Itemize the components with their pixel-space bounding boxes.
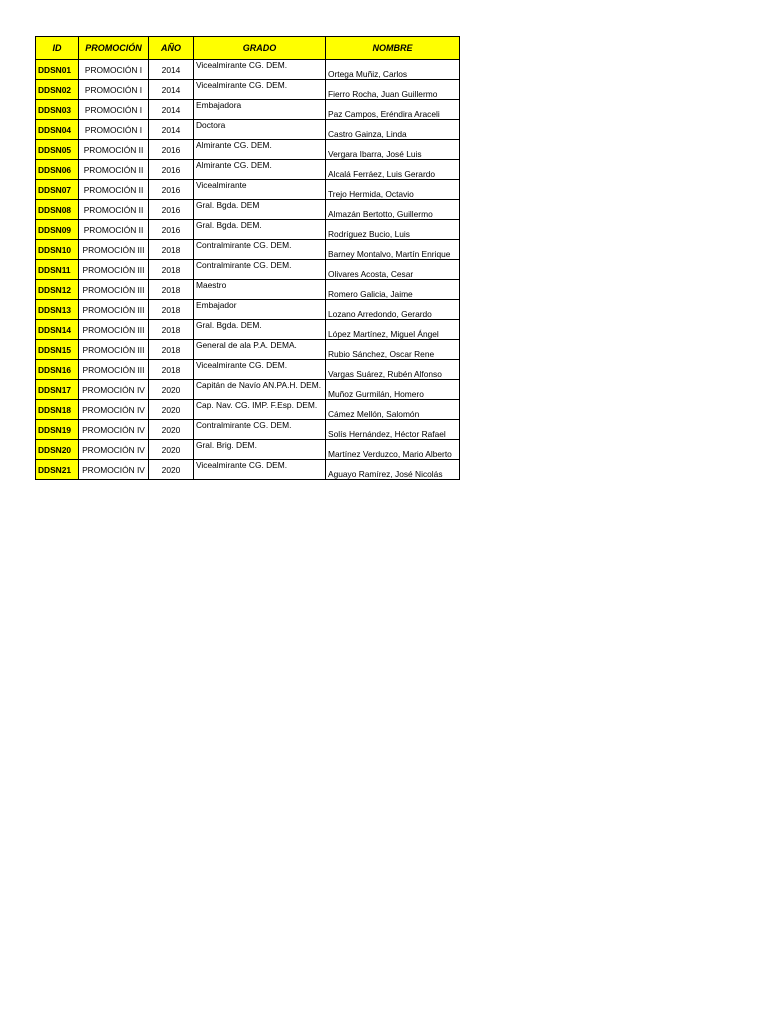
cell-id: DDSN05 bbox=[36, 140, 79, 160]
cell-promocion: PROMOCIÓN II bbox=[79, 180, 149, 200]
table-row bbox=[36, 400, 460, 420]
cell-nombre: Fierro Rocha, Juan Guillermo bbox=[326, 80, 460, 100]
cell-anio: 2018 bbox=[149, 360, 194, 380]
cell-nombre: Almazán Bertotto, Guillermo bbox=[326, 200, 460, 220]
cell-nombre: Castro Gainza, Linda bbox=[326, 120, 460, 140]
cell-nombre: López Martínez, Miguel Ángel bbox=[326, 320, 460, 340]
cell-grado: Embajadora bbox=[194, 100, 326, 120]
cell-promocion: PROMOCIÓN III bbox=[79, 280, 149, 300]
cell-anio: 2018 bbox=[149, 260, 194, 280]
cell-promocion: PROMOCIÓN IV bbox=[79, 460, 149, 480]
table-row bbox=[36, 360, 460, 380]
cell-promocion: PROMOCIÓN III bbox=[79, 360, 149, 380]
cell-nombre: Rubio Sánchez, Oscar Rene bbox=[326, 340, 460, 360]
cell-id: DDSN08 bbox=[36, 200, 79, 220]
cell-grado: Contralmirante CG. DEM. bbox=[194, 240, 326, 260]
cell-id: DDSN18 bbox=[36, 400, 79, 420]
cell-id: DDSN16 bbox=[36, 360, 79, 380]
cell-id: DDSN17 bbox=[36, 380, 79, 400]
cell-id: DDSN11 bbox=[36, 260, 79, 280]
cell-promocion: PROMOCIÓN III bbox=[79, 260, 149, 280]
cell-promocion: PROMOCIÓN IV bbox=[79, 400, 149, 420]
cell-nombre: Trejo Hermida, Octavio bbox=[326, 180, 460, 200]
cell-id: DDSN03 bbox=[36, 100, 79, 120]
cell-id: DDSN20 bbox=[36, 440, 79, 460]
cell-nombre: Romero Galicia, Jaime bbox=[326, 280, 460, 300]
cell-grado: Gral. Bgda. DEM. bbox=[194, 320, 326, 340]
cell-promocion: PROMOCIÓN I bbox=[79, 120, 149, 140]
cell-id: DDSN10 bbox=[36, 240, 79, 260]
cell-nombre: Rodríguez Bucio, Luis bbox=[326, 220, 460, 240]
cell-anio: 2018 bbox=[149, 300, 194, 320]
cell-anio: 2016 bbox=[149, 220, 194, 240]
header-grado: GRADO bbox=[194, 37, 326, 60]
cell-promocion: PROMOCIÓN III bbox=[79, 340, 149, 360]
cell-grado: Contralmirante CG. DEM. bbox=[194, 260, 326, 280]
cell-promocion: PROMOCIÓN III bbox=[79, 240, 149, 260]
cell-anio: 2020 bbox=[149, 380, 194, 400]
cell-grado: Capitán de Navío AN.PA.H. DEM. bbox=[194, 380, 326, 400]
table-row bbox=[36, 440, 460, 460]
cell-anio: 2018 bbox=[149, 340, 194, 360]
cell-nombre: Martínez Verduzco, Mario Alberto bbox=[326, 440, 460, 460]
cell-grado: Vicealmirante CG. DEM. bbox=[194, 360, 326, 380]
cell-grado: Maestro bbox=[194, 280, 326, 300]
cell-promocion: PROMOCIÓN I bbox=[79, 100, 149, 120]
cell-grado: Vicealmirante CG. DEM. bbox=[194, 460, 326, 480]
cell-promocion: PROMOCIÓN III bbox=[79, 320, 149, 340]
cell-anio: 2018 bbox=[149, 280, 194, 300]
cell-grado: Embajador bbox=[194, 300, 326, 320]
cell-anio: 2016 bbox=[149, 160, 194, 180]
table-row bbox=[36, 320, 460, 340]
cell-nombre: Cámez Mellón, Salomón bbox=[326, 400, 460, 420]
cell-anio: 2018 bbox=[149, 320, 194, 340]
cell-anio: 2014 bbox=[149, 60, 194, 80]
cell-id: DDSN06 bbox=[36, 160, 79, 180]
cell-id: DDSN14 bbox=[36, 320, 79, 340]
cell-grado: Contralmirante CG. DEM. bbox=[194, 420, 326, 440]
cell-anio: 2020 bbox=[149, 460, 194, 480]
table-body bbox=[36, 60, 460, 480]
cell-grado: Vicealmirante CG. DEM. bbox=[194, 80, 326, 100]
table-row bbox=[36, 160, 460, 180]
table-row bbox=[36, 180, 460, 200]
header-promocion: PROMOCIÓN bbox=[79, 37, 149, 60]
cell-anio: 2016 bbox=[149, 200, 194, 220]
cell-promocion: PROMOCIÓN III bbox=[79, 300, 149, 320]
table-row bbox=[36, 460, 460, 480]
cell-promocion: PROMOCIÓN I bbox=[79, 60, 149, 80]
table-row bbox=[36, 380, 460, 400]
table-row bbox=[36, 280, 460, 300]
cell-id: DDSN12 bbox=[36, 280, 79, 300]
cell-id: DDSN01 bbox=[36, 60, 79, 80]
cell-nombre: Ortega Muñiz, Carlos bbox=[326, 60, 460, 80]
cell-anio: 2016 bbox=[149, 180, 194, 200]
cell-id: DDSN21 bbox=[36, 460, 79, 480]
cell-nombre: Muñoz Gurmilán, Homero bbox=[326, 380, 460, 400]
table-row bbox=[36, 80, 460, 100]
cell-promocion: PROMOCIÓN II bbox=[79, 160, 149, 180]
table-row bbox=[36, 120, 460, 140]
cell-anio: 2014 bbox=[149, 100, 194, 120]
cell-promocion: PROMOCIÓN II bbox=[79, 200, 149, 220]
cell-anio: 2020 bbox=[149, 400, 194, 420]
cell-grado: Vicealmirante CG. DEM. bbox=[194, 60, 326, 80]
cell-id: DDSN09 bbox=[36, 220, 79, 240]
cell-id: DDSN02 bbox=[36, 80, 79, 100]
cell-nombre: Lozano Arredondo, Gerardo bbox=[326, 300, 460, 320]
cell-nombre: Solís Hernández, Héctor Rafael bbox=[326, 420, 460, 440]
cell-anio: 2016 bbox=[149, 140, 194, 160]
cell-anio: 2020 bbox=[149, 440, 194, 460]
cell-grado: Gral. Brig. DEM. bbox=[194, 440, 326, 460]
cell-grado: Cap. Nav. CG. IMP. F.Esp. DEM. bbox=[194, 400, 326, 420]
roster-table bbox=[35, 36, 460, 480]
table-row bbox=[36, 260, 460, 280]
cell-anio: 2014 bbox=[149, 80, 194, 100]
cell-anio: 2014 bbox=[149, 120, 194, 140]
cell-promocion: PROMOCIÓN I bbox=[79, 80, 149, 100]
cell-nombre: Alcalá Ferráez, Luis Gerardo bbox=[326, 160, 460, 180]
table-row bbox=[36, 140, 460, 160]
cell-id: DDSN04 bbox=[36, 120, 79, 140]
cell-id: DDSN07 bbox=[36, 180, 79, 200]
cell-promocion: PROMOCIÓN IV bbox=[79, 440, 149, 460]
cell-grado: Almirante CG. DEM. bbox=[194, 160, 326, 180]
cell-nombre: Barney Montalvo, Martín Enrique bbox=[326, 240, 460, 260]
cell-promocion: PROMOCIÓN IV bbox=[79, 420, 149, 440]
table-row bbox=[36, 300, 460, 320]
cell-promocion: PROMOCIÓN II bbox=[79, 140, 149, 160]
cell-id: DDSN15 bbox=[36, 340, 79, 360]
cell-grado: Vicealmirante bbox=[194, 180, 326, 200]
cell-promocion: PROMOCIÓN II bbox=[79, 220, 149, 240]
cell-grado: Gral. Bgda. DEM. bbox=[194, 220, 326, 240]
cell-nombre: Vergara Ibarra, José Luis bbox=[326, 140, 460, 160]
cell-anio: 2018 bbox=[149, 240, 194, 260]
cell-id: DDSN19 bbox=[36, 420, 79, 440]
cell-anio: 2020 bbox=[149, 420, 194, 440]
cell-id: DDSN13 bbox=[36, 300, 79, 320]
cell-nombre: Aguayo Ramírez, José Nicolás bbox=[326, 460, 460, 480]
table-row bbox=[36, 420, 460, 440]
table-row bbox=[36, 340, 460, 360]
table-row bbox=[36, 60, 460, 80]
cell-nombre: Olivares Acosta, Cesar bbox=[326, 260, 460, 280]
table-row bbox=[36, 100, 460, 120]
cell-nombre: Vargas Suárez, Rubén Alfonso bbox=[326, 360, 460, 380]
cell-nombre: Paz Campos, Eréndira Araceli bbox=[326, 100, 460, 120]
cell-grado: Gral. Bgda. DEM bbox=[194, 200, 326, 220]
header-id: ID bbox=[36, 37, 79, 60]
table-row bbox=[36, 240, 460, 260]
header-row bbox=[36, 37, 460, 60]
cell-grado: General de ala P.A. DEMA. bbox=[194, 340, 326, 360]
cell-promocion: PROMOCIÓN IV bbox=[79, 380, 149, 400]
cell-grado: Doctora bbox=[194, 120, 326, 140]
header-nombre: NOMBRE bbox=[326, 37, 460, 60]
cell-grado: Almirante CG. DEM. bbox=[194, 140, 326, 160]
table-row bbox=[36, 220, 460, 240]
header-anio: AÑO bbox=[149, 37, 194, 60]
table-row bbox=[36, 200, 460, 220]
